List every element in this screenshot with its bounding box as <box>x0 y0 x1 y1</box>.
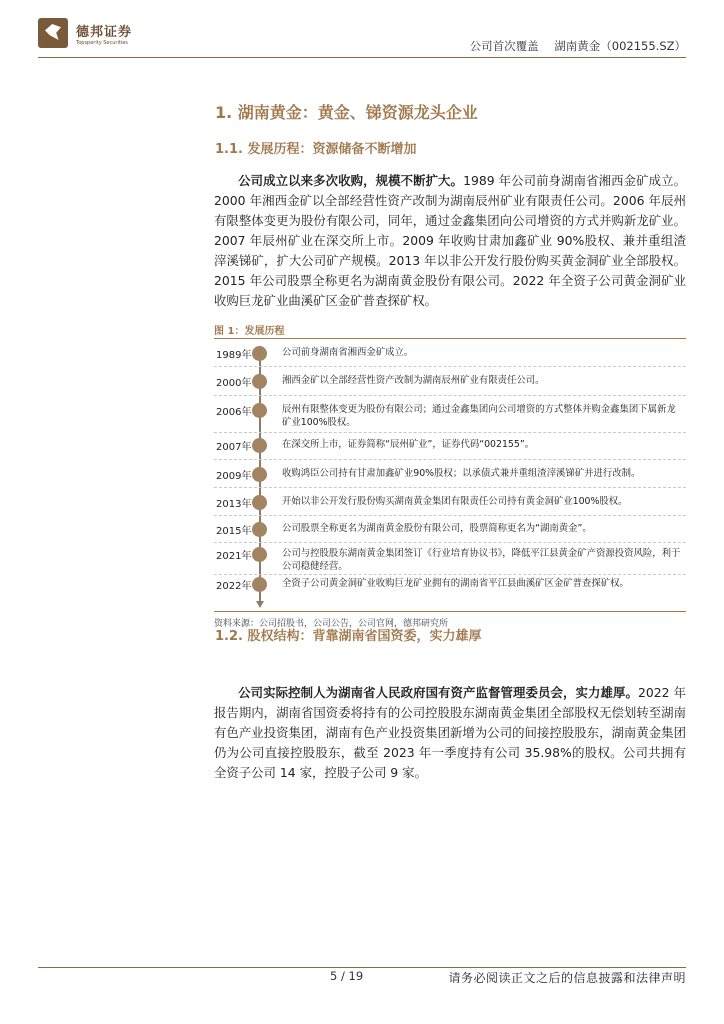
timeline-row <box>214 522 686 540</box>
timeline-separator <box>214 542 686 543</box>
section-title: 1. 湖南黄金：黄金、锑资源龙头企业 <box>215 103 478 122</box>
timeline-separator <box>214 432 686 433</box>
logo-name-cn: 德邦证券 <box>76 24 133 40</box>
subsection-title-history: 1.1. 发展历程：资源储备不断增加 <box>215 142 417 157</box>
history-lead: 公司成立以来多次收购，规模不断扩大。 <box>238 173 464 188</box>
timeline-event: 在深交所上市，证券简称“辰州矿业”，证券代码“002155”。 <box>282 439 535 450</box>
timeline-year: 2009年 <box>216 471 252 482</box>
timeline-year: 2013年 <box>216 499 252 510</box>
header-divider <box>38 57 686 58</box>
timeline-dot <box>252 467 267 482</box>
ownership-paragraph <box>214 683 686 783</box>
timeline-dot <box>252 438 267 453</box>
timeline-dot <box>252 374 267 389</box>
timeline-separator <box>214 366 686 367</box>
timeline-year: 2015年 <box>216 526 252 537</box>
timeline-year: 2006年 <box>216 407 252 418</box>
figure-bottom-rule <box>214 611 686 612</box>
timeline-row <box>214 577 686 595</box>
timeline-row <box>214 547 686 572</box>
report-header <box>470 38 686 54</box>
timeline-event: 全资子公司黄金洞矿业收购巨龙矿业拥有的湖南省平江县曲溪矿区金矿普查探矿权。 <box>282 578 629 589</box>
timeline-dot <box>252 346 267 361</box>
timeline-separator <box>214 487 686 488</box>
figure-source: 资料来源：公司招股书，公司公告，公司官网，德邦研究所 <box>214 619 449 629</box>
timeline-dot <box>252 495 267 510</box>
timeline-arrow-icon <box>256 601 264 608</box>
timeline-event: 公司与控股股东湖南黄金集团签订《行业培育协议书》，降低平江县黄金矿产资源投资风险，利于公司稳健经营。 <box>282 548 681 572</box>
timeline-row <box>214 403 686 428</box>
report-type: 公司首次覆盖 <box>469 39 539 53</box>
timeline-event: 湘西金矿以全部经营性资产改制为湖南辰州矿业有限责任公司。 <box>282 375 545 386</box>
figure-title: 图 1：发展历程 <box>214 326 285 337</box>
timeline-separator <box>214 395 686 396</box>
timeline-row <box>214 495 686 513</box>
timeline-year: 2021年 <box>216 551 252 562</box>
page-number: 5 / 19 <box>330 969 364 983</box>
timeline-year: 2022年 <box>216 581 252 592</box>
timeline-separator <box>214 459 686 460</box>
history-body: 1989 年公司前身湖南省湘西金矿成立。2000 年湘西金矿以全部经营性资产改制为湖南辰州矿业有限责任公司。2006 年辰州有限整体变更为股份有限公司，同年，通过金鑫集团向公司增资的方式并购新龙矿业。2007 年辰州矿业在深交所上市。2009 年收购甘肃加鑫矿业 90%股权、兼并重组渣滓溪锑矿，扩大公司矿产规模。2013 年以非公开发行股份购买黄金洞矿业全部股权。2015 年公司股票全称更名为湖南黄金股份有限公司。2022 年全资子公司黄金洞矿业收购巨龙矿业曲溪矿区金矿普查探矿权。 <box>214 173 686 308</box>
company-logo <box>38 18 132 48</box>
timeline-event: 公司股票全称更名为湖南黄金股份有限公司，股票简称更名为“湖南黄金”。 <box>282 523 592 534</box>
ownership-lead: 公司实际控制人为湖南省人民政府国有资产监督管理委员会，实力雄厚。 <box>238 685 639 700</box>
timeline-year: 2007年 <box>216 442 252 453</box>
ownership-body: 2022 年报告期内，湖南省国资委将持有的公司控股股东湖南黄金集团全部股权无偿划转至湖南有色产业投资集团，湖南有色产业投资集团新增为公司的间接控股股东，湖南黄金集团仍为公司直接控股股东，截至 2023 年一季度持有公司 35.98%的股权。公司共拥有全资子公司 14 家，控股子公司 9 家。 <box>214 685 687 780</box>
timeline-dot <box>252 577 267 592</box>
timeline-row <box>214 374 686 392</box>
timeline-dot <box>252 522 267 537</box>
subsection-title-ownership: 1.2. 股权结构：背靠湖南省国资委，实力雄厚 <box>215 629 482 644</box>
history-paragraph <box>214 171 686 311</box>
timeline-event: 收购鸿臣公司持有甘肃加鑫矿业90%股权；以承债式兼并重组渣滓溪锑矿并进行改制。 <box>282 468 641 479</box>
timeline-row <box>214 467 686 485</box>
timeline-row <box>214 438 686 456</box>
timeline-year: 1989年 <box>216 350 252 361</box>
timeline-row <box>214 346 686 364</box>
disclaimer-text: 请务必阅读正文之后的信息披露和法律声明 <box>448 971 686 985</box>
company-ticker: 湖南黄金（002155.SZ） <box>554 39 686 53</box>
timeline-event: 公司前身湖南省湘西金矿成立。 <box>282 347 414 358</box>
timeline-event: 辰州有限整体变更为股份有限公司；通过金鑫集团向公司增资的方式整体并购金鑫集团下属新龙矿业100%股权。 <box>282 404 676 428</box>
timeline-year: 2000年 <box>216 378 252 389</box>
logo-icon <box>38 18 68 48</box>
timeline-separator <box>214 574 686 575</box>
timeline-separator <box>214 515 686 516</box>
timeline-dot <box>252 403 267 418</box>
footer-divider <box>38 967 686 968</box>
figure-top-rule <box>214 338 686 339</box>
timeline-event: 开始以非公开发行股份购买湖南黄金集团有限责任公司持有黄金洞矿业100%股权。 <box>282 496 628 507</box>
timeline-dot <box>252 547 267 562</box>
logo-name-en: Topsperity Securities <box>76 39 128 46</box>
